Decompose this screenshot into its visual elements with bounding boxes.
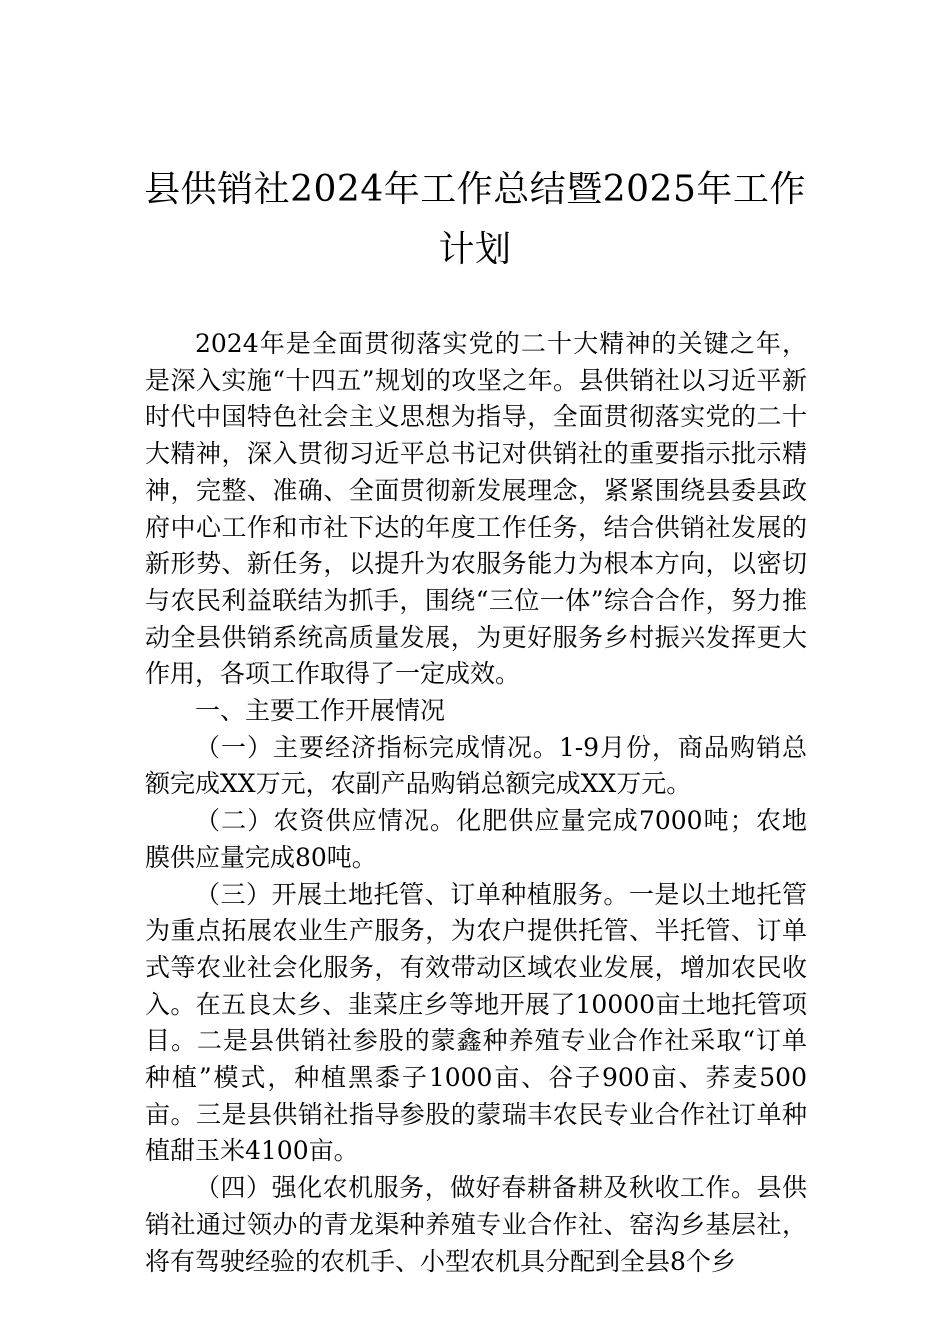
paragraph-intro: 2024年是全面贯彻落实党的二十大精神的关键之年，是深入实施“十四五”规划的攻坚之年。县供销社以习近平新时代中国特色社会主义思想为指导，全面贯彻落实党的二十大精神，深入贯彻习近平总书记对供销社的重要指示批示精神，完整、准确、全面贯彻新发展理念，紧紧围绕县委县政府中心工作和市社下达的年度工作任务，结合供销社发展的新形势、新任务，以提升为农服务能力为根本方向，以密切与农民利益联结为抓手，围绕“三位一体”综合合作，努力推动全县供销系统高质量发展，为更好服务乡村振兴发挥更大作用，各项工作取得了一定成效。 [145, 329, 807, 689]
section-heading: 一、主要工作开展情况 [195, 696, 446, 726]
document-body [145, 326, 807, 1280]
document-title: 县供销社2024年工作总结暨2025年工作计划 [144, 169, 806, 270]
paragraph-machinery-service: （四）强化农机服务，做好春耕备耕及秋收工作。县供销社通过领办的青龙渠种养殖专业合作社、窑沟乡基层社，将有驾驶经验的农机手、小型农机具分配到全县8个乡 [145, 1173, 807, 1276]
paragraph-economic-indicators: （一）主要经济指标完成情况。1-9月份，商品购销总额完成XX万元，农副产品购销总额完成XX万元。 [145, 732, 807, 799]
paragraph-land-trusteeship: （三）开展土地托管、订单种植服务。一是以土地托管为重点拓展农业生产服务，为农户提供托管、半托管、订单式等农业社会化服务，有效带动区域农业发展，增加农民收入。在五良太乡、韭菜庄乡等地开展了10000亩土地托管项目。二是县供销社参股的蒙鑫种养殖专业合作社采取“订单种植”模式，种植黑黍子1000亩、谷子900亩、荞麦500亩。三是县供销社指导参股的蒙瑞丰农民专业合作社订单种植甜玉米4100亩。 [145, 879, 807, 1166]
paragraph-agricultural-supply: （二）农资供应情况。化肥供应量完成7000吨；农地膜供应量完成80吨。 [145, 806, 807, 872]
